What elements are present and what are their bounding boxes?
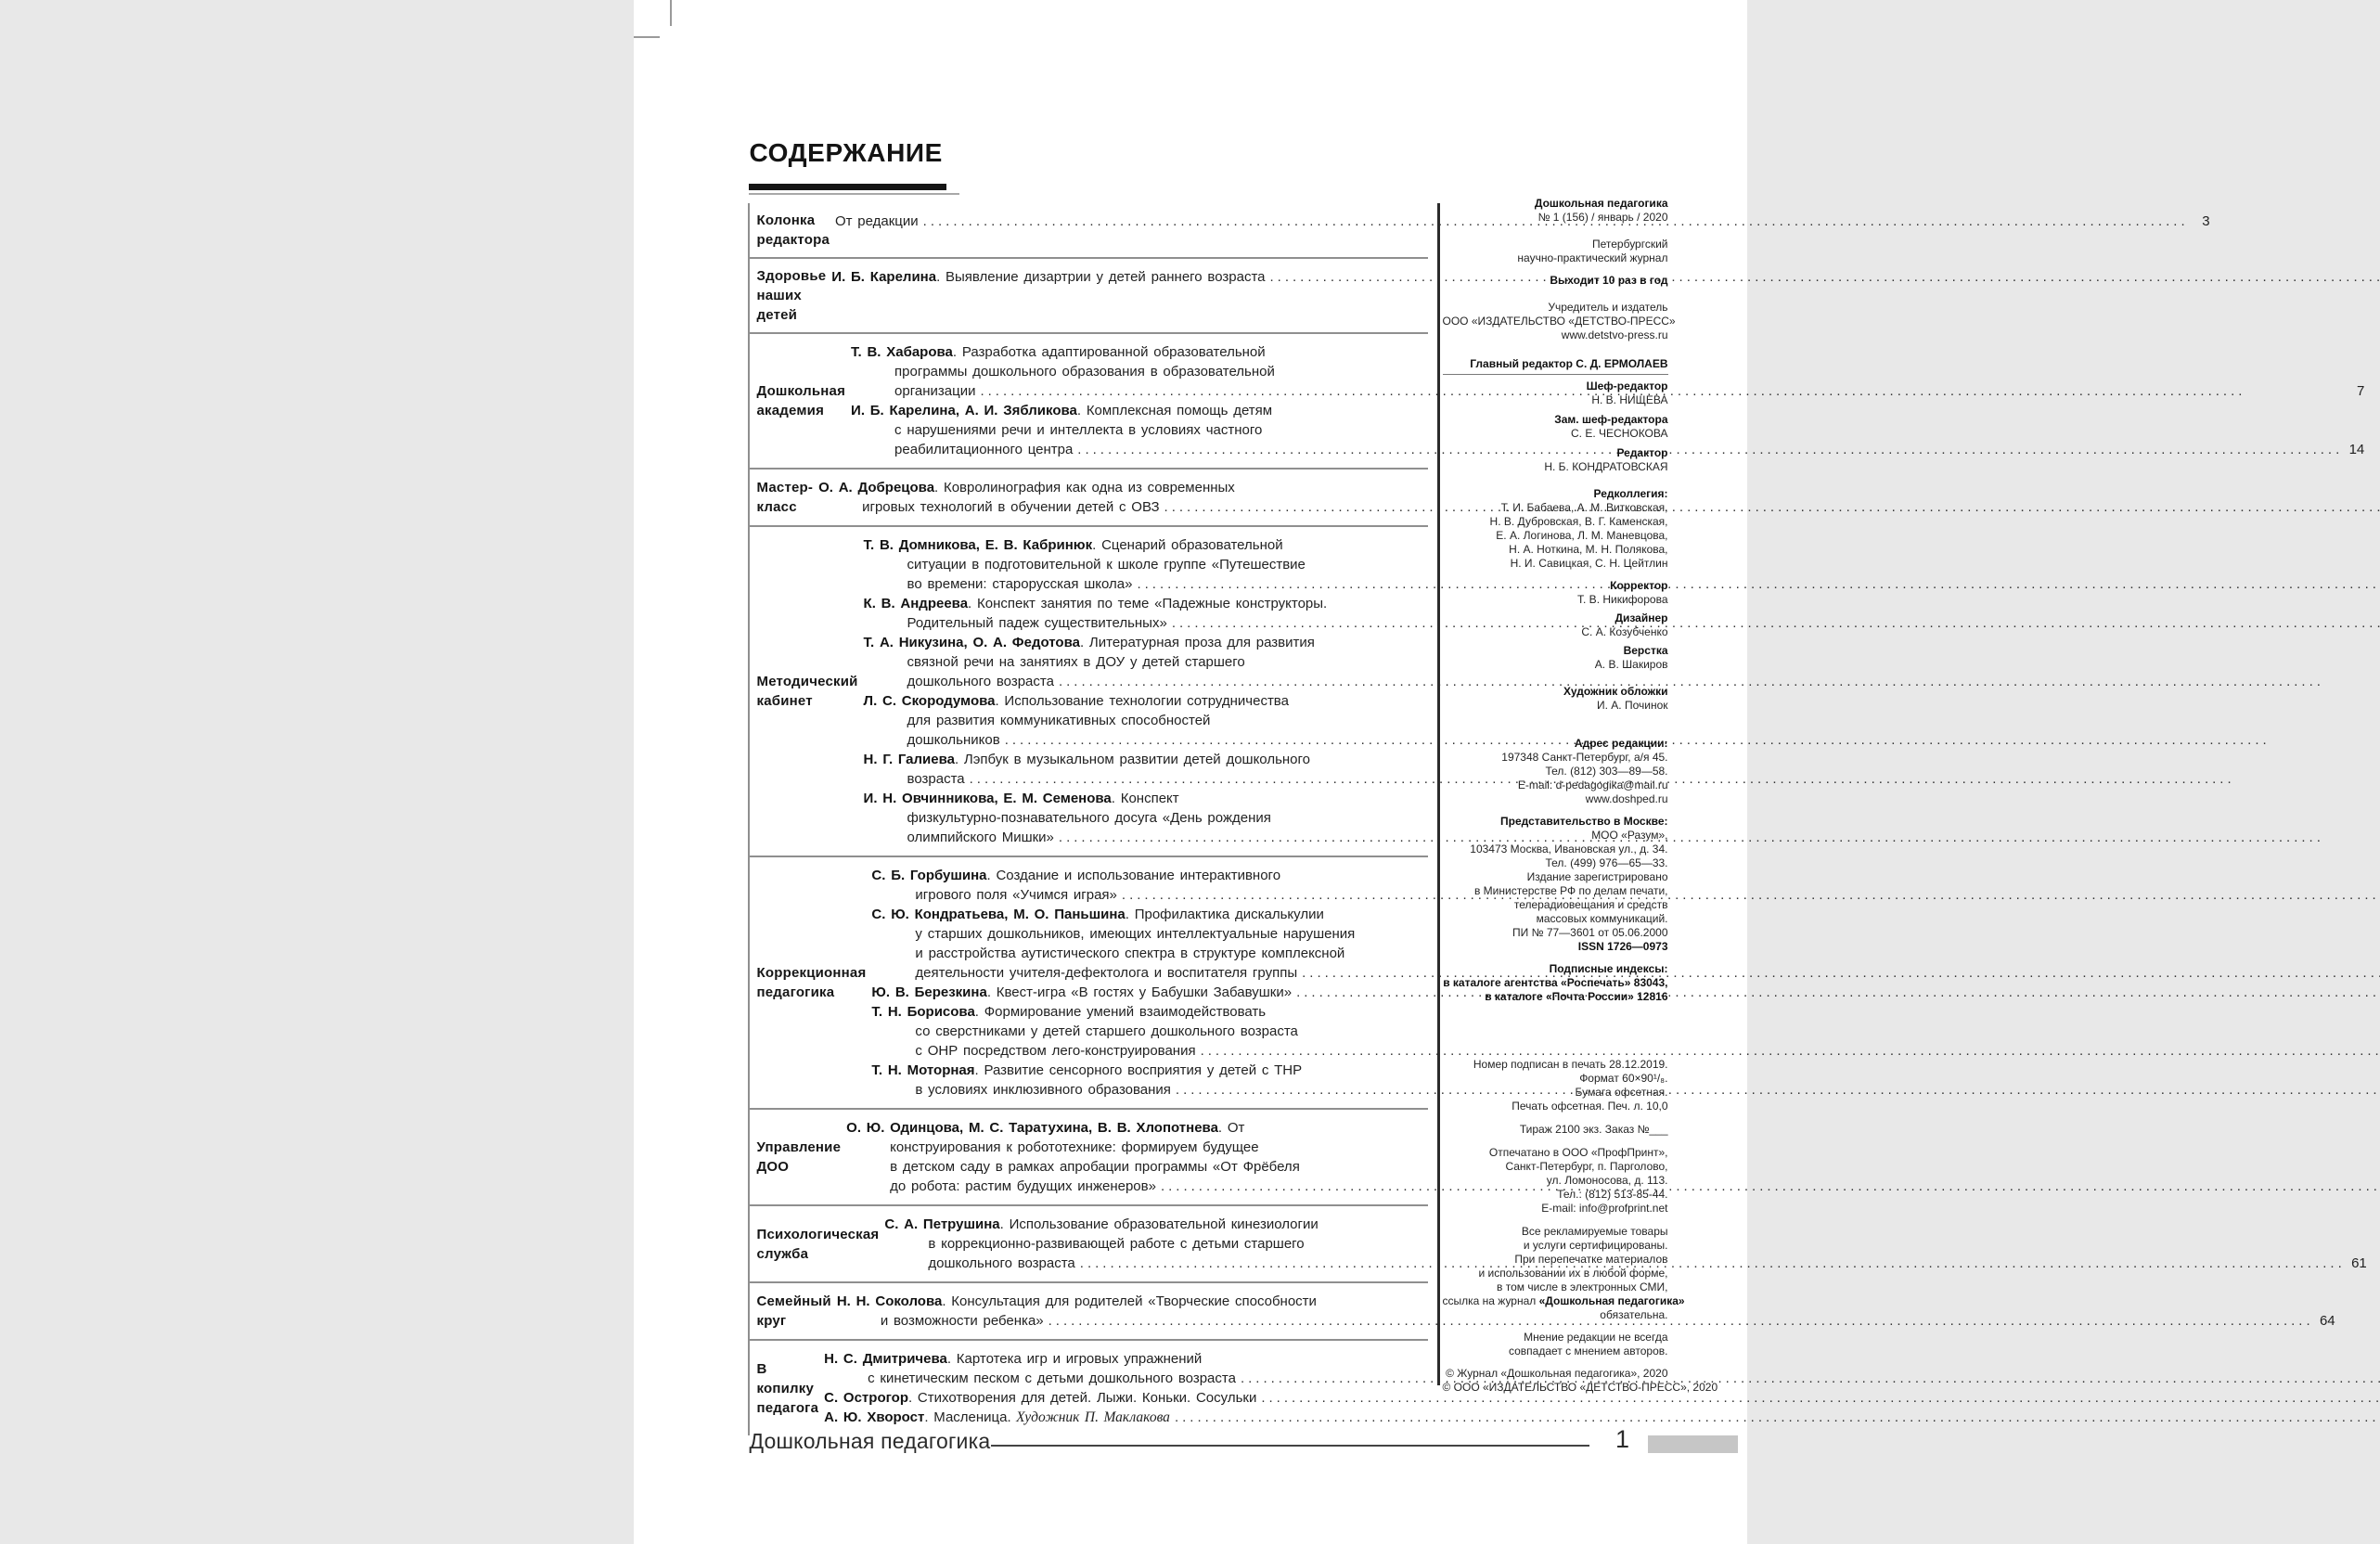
leader-dots (1176, 1080, 2380, 1100)
toc-section (750, 1110, 1428, 1206)
sidebar-line (1443, 543, 1668, 557)
sidebar-block (1443, 815, 1668, 954)
sidebar-line (1443, 1072, 1668, 1086)
entry-text: Родительный падеж существительных» (907, 615, 1167, 631)
entry-text: Т. В. Хабарова. Разработка адаптированной образовательной (851, 344, 1266, 360)
entry-text: возраста (907, 771, 965, 787)
sidebar-text: Редколлегия: (1593, 487, 1668, 500)
sidebar-line (1443, 427, 1668, 441)
section-label-line: Коррекционная (756, 965, 867, 981)
leader-dots (1077, 440, 2343, 459)
section-label-line: Дошкольная (756, 383, 846, 399)
sidebar-text: Художник обложки (1563, 685, 1668, 698)
toc-entry-line (824, 1408, 2380, 1427)
entry-text: программы дошкольного образования в образовательной (894, 364, 1275, 380)
sidebar-line (1443, 593, 1668, 607)
sidebar-block (1443, 1123, 1668, 1137)
sidebar-text: массовых коммуникаций. (1536, 912, 1668, 925)
leader-dots (1137, 574, 2380, 594)
leader-dots (1201, 1041, 2380, 1061)
leader-dots (1261, 1388, 2380, 1408)
section-label (750, 857, 872, 1108)
toc-section (750, 259, 1428, 334)
entry-text: для развития коммуникативных способностей (907, 713, 1211, 728)
sidebar-line (1443, 1188, 1668, 1202)
footer-journal-title: Дошкольная педагогика (749, 1429, 991, 1453)
sidebar-line (1443, 1086, 1668, 1100)
sidebar-text: Корректор (1610, 579, 1668, 592)
sidebar-block (1443, 737, 1668, 806)
entry-author: Н. Г. Галиева (863, 752, 955, 767)
sidebar-line (1443, 251, 1668, 265)
sidebar-line (1443, 962, 1668, 976)
sidebar-text: Зам. шеф-редактора (1554, 413, 1668, 426)
section-label (750, 470, 819, 525)
entry-page-number: 64 (2319, 1313, 2335, 1329)
entry-page-number: 3 (2202, 213, 2210, 229)
sidebar-line (1443, 487, 1668, 501)
section-label (750, 203, 835, 257)
sidebar-block (1443, 446, 1668, 474)
sidebar-line (1443, 1225, 1668, 1239)
entry-text: С. Б. Горбушина. Создание и использование интерактивного (871, 868, 1281, 883)
crop-mark-top (670, 0, 672, 26)
entry-author: Т. А. Никузина, О. А. Федотова (863, 635, 1080, 650)
sidebar-text: 197348 Санкт-Петербург, а/я 45. (1501, 751, 1668, 764)
sidebar-text: Формат 60×90¹/₈. (1579, 1072, 1668, 1085)
sidebar-text: МОО «Разум», (1591, 829, 1668, 842)
sidebar-text: Санкт-Петербург, п. Парголово, (1505, 1160, 1668, 1173)
entry-text: связной речи на занятиях в ДОУ у детей старшего (907, 654, 1245, 670)
sidebar-line (1443, 778, 1668, 792)
sidebar-text: в каталоге агентства «Роспечать» 83043, (1443, 976, 1668, 989)
sidebar-text: С. Е. ЧЕСНОКОВА (1571, 427, 1668, 440)
sidebar-line (1443, 328, 1668, 342)
sidebar-text: ООО «ИЗДАТЕЛЬСТВО «ДЕТСТВО-ПРЕСС» (1442, 315, 1676, 328)
sidebar-text: Выходит 10 раз в год (1550, 274, 1668, 287)
section-label (750, 1341, 825, 1435)
sidebar-line (1443, 898, 1668, 912)
toc-section (750, 470, 1428, 527)
sidebar-line (1443, 1058, 1668, 1072)
sidebar-text: ПИ № 77—3601 от 05.06.2000 (1512, 926, 1668, 939)
sidebar-line (1443, 1367, 1668, 1381)
leader-dots (1175, 1408, 2380, 1427)
sidebar-text: «Дошкольная педагогика» (1538, 1294, 1685, 1307)
sidebar-block (1443, 579, 1668, 607)
entry-text: От редакции (834, 213, 919, 229)
entry-text: деятельности учителя-дефектолога и воспитателя группы (915, 965, 1298, 981)
sidebar-line (1443, 856, 1668, 870)
sidebar-line (1443, 274, 1668, 288)
entry-text: в детском саду в рамках апробации программы «От Фрёбеля (890, 1159, 1300, 1175)
footer-rule (991, 1445, 1589, 1447)
sidebar-text: www.doshped.ru (1585, 792, 1668, 805)
entry-author: И. Н. Овчинникова, Е. М. Семенова (863, 791, 1112, 806)
section-label (750, 1283, 837, 1339)
section-label-line: Психологическая (756, 1226, 880, 1242)
entry-text: А. Ю. Хворост. Масленица. Художник П. Маклакова (824, 1409, 1170, 1425)
leader-dots (1164, 497, 2380, 517)
sidebar-line (1443, 515, 1668, 529)
sidebar-text: Редактор (1616, 446, 1668, 459)
entry-text: со сверстниками у детей старшего дошкольного возраста (915, 1023, 1298, 1039)
sidebar-block (1443, 962, 1668, 1004)
sidebar-line (1443, 1345, 1668, 1358)
sidebar-text: Шеф-редактор (1586, 380, 1668, 392)
sidebar-text: Дошкольная педагогика (1534, 197, 1668, 210)
sidebar-block (1443, 380, 1668, 407)
sidebar-text: и услуги сертифицированы. (1523, 1239, 1668, 1252)
entry-text: во времени: старорусская школа» (907, 576, 1133, 592)
sidebar-line (1443, 940, 1668, 954)
sidebar-text: Мнение редакции не всегда (1524, 1331, 1668, 1344)
sidebar-line (1443, 611, 1668, 625)
sidebar-text: Тел. (499) 976—65—33. (1545, 856, 1668, 869)
sidebar-text: Отпечатано в ООО «ПрофПринт», (1488, 1146, 1668, 1159)
entry-author: Ю. В. Березкина (871, 984, 987, 1000)
entry-text: О. Ю. Одинцова, М. С. Таратухина, В. В. Хлопотнева. От (846, 1120, 1245, 1136)
sidebar-line (1443, 1308, 1668, 1322)
sidebar-line (1443, 976, 1668, 990)
sidebar-line (1443, 501, 1668, 515)
sidebar-line (1443, 1100, 1668, 1113)
leader-dots (1241, 1369, 2380, 1388)
sidebar-line (1443, 792, 1668, 806)
sidebar-line (1443, 926, 1668, 940)
sidebar-line (1443, 685, 1668, 699)
leader-dots (970, 769, 2380, 789)
section-label-line: Семейный круг (756, 1293, 831, 1329)
sidebar-text: № 1 (156) / январь / 2020 (1537, 211, 1668, 224)
entry-text: Т. Н. Борисова. Формирование умений взаимодействовать (871, 1004, 1267, 1020)
toc-section (750, 857, 1428, 1110)
section-label-line: академия (756, 403, 825, 418)
sidebar-text: обязательна. (1600, 1308, 1668, 1321)
entry-text: с кинетическим песком с детьми дошкольного возраста (868, 1370, 1236, 1386)
sidebar-line (1443, 238, 1668, 251)
sidebar-block (1443, 1146, 1668, 1216)
sidebar-text: ISSN 1726—0973 (1577, 940, 1668, 953)
sidebar-block (1442, 301, 1676, 342)
sidebar-line (1443, 912, 1668, 926)
entry-text: Н. С. Дмитричева. Картотека игр и игровых упражнений (824, 1351, 1203, 1367)
section-label-line: Методический (756, 674, 858, 689)
section-label-line: Колонка редактора (756, 212, 830, 248)
sidebar-line (1443, 579, 1668, 593)
entry-text: И. Н. Овчинникова, Е. М. Семенова. Конспект (863, 791, 1179, 806)
sidebar-line (1443, 197, 1668, 211)
entry-author: С. А. Петрушина (884, 1216, 1000, 1232)
entry-text: О. А. Добрецова. Ковролинография как одна из современных (818, 480, 1235, 495)
sidebar-line (1443, 625, 1668, 639)
leader-dots (1161, 1177, 2380, 1196)
sidebar-text: Н. В. Дубровская, В. Г. Каменская, (1489, 515, 1668, 528)
entry-text: К. В. Андреева. Конспект занятия по теме «Падежные конструкторы. (863, 596, 1328, 611)
sidebar-line (1443, 211, 1668, 225)
sidebar-block (1443, 1058, 1668, 1113)
sidebar-line (1443, 829, 1668, 843)
sidebar-text: Т. В. Никифорова (1577, 593, 1668, 606)
leader-dots (1080, 1254, 2346, 1273)
sidebar-text: При перепечатке материалов (1514, 1253, 1668, 1266)
sidebar-block (1443, 644, 1668, 672)
entry-page-number: 14 (2348, 442, 2365, 457)
entry-text: игрового поля «Учимся играя» (915, 887, 1117, 903)
journal-toc-page (634, 0, 2367, 1544)
sidebar-text: в каталоге «Почта России» 12816 (1485, 990, 1668, 1003)
title-rule-thick (749, 184, 946, 190)
entry-author: Н. С. Дмитричева (824, 1351, 947, 1367)
sidebar-line (1443, 765, 1668, 778)
sidebar-line (1443, 1253, 1668, 1267)
section-label-line: Управление ДОО (756, 1139, 842, 1175)
entry-text: Т. В. Домникова, Е. В. Кабринюк. Сценарий образовательной (863, 537, 1283, 553)
section-label-line: детей (756, 307, 798, 323)
sidebar-text: и использовании их в любой форме, (1478, 1267, 1668, 1280)
section-label-line: Мастер-класс (756, 480, 814, 515)
entry-text: дошкольников (907, 732, 1000, 748)
sidebar-block (1443, 197, 1668, 225)
entry-author: С. Острогор (824, 1390, 908, 1406)
entry-text: дошкольного возраста (928, 1255, 1075, 1271)
sidebar-line (1443, 446, 1668, 460)
crop-mark-left (634, 36, 660, 38)
toc-section (750, 527, 1428, 857)
sidebar-block (1443, 611, 1668, 639)
sidebar-text: Адрес редакции: (1574, 737, 1668, 750)
entry-text: до робота: растим будущих инженеров» (890, 1178, 1156, 1194)
sidebar-line (1443, 380, 1668, 393)
sidebar-line (1443, 357, 1668, 371)
page-title: СОДЕРЖАНИЕ (749, 138, 943, 167)
entry-page-number: 61 (2351, 1255, 2367, 1271)
entry-author: О. Ю. Одинцова, М. С. Таратухина, В. В. Хлопотнева (846, 1120, 1218, 1136)
sidebar-text: © ООО «ИЗДАТЕЛЬСТВО «ДЕТСТВО-ПРЕСС», 2020 (1442, 1381, 1718, 1394)
sidebar-line (1443, 815, 1668, 829)
section-label-line: Здоровье наших (756, 268, 827, 303)
sidebar-text: Т. И. Бабаева, А. М. Витковская, (1500, 501, 1668, 514)
section-label-line: В копилку педагога (756, 1360, 819, 1416)
sidebar-text: Печать офсетная. Печ. л. 10,0 (1512, 1100, 1668, 1113)
footer-page-marker (1648, 1435, 1738, 1453)
section-label-line: служба (756, 1245, 809, 1262)
entry-text: в условиях инклюзивного образования (915, 1082, 1171, 1098)
sidebar-line (1443, 557, 1668, 571)
sidebar-text: Тел.: (812) 513-85-44. (1557, 1188, 1668, 1201)
sidebar-block (1443, 357, 1668, 375)
entry-author: С. Б. Горбушина (871, 868, 987, 883)
sidebar-text: Тел. (812) 303—89—58. (1545, 765, 1668, 778)
entry-text: ситуации в подготовительной к школе группе «Путешествие (907, 557, 1306, 573)
entry-artist-credit: Художник П. Маклакова (1010, 1409, 1170, 1425)
leader-dots (1059, 672, 2380, 691)
sidebar-text: Н. И. Савицкая, С. Н. Цейтлин (1510, 557, 1668, 570)
entry-text: Л. С. Скородумова. Использование технологии сотрудничества (863, 693, 1289, 709)
sidebar-block (1443, 274, 1668, 288)
sidebar-text: Номер подписан в печать 28.12.2019. (1473, 1058, 1668, 1071)
sidebar-line (1443, 1280, 1668, 1294)
sidebar-line (1443, 644, 1668, 658)
sidebar-line (1443, 393, 1668, 407)
entry-text: с ОНР посредством лего-конструирования (915, 1043, 1196, 1059)
sidebar-line (1443, 301, 1668, 315)
entry-text: С. А. Петрушина. Использование образовательной кинезиологии (884, 1216, 1319, 1232)
section-label (750, 334, 852, 468)
entry-text: в коррекционно-развивающей работе с детьми старшего (928, 1236, 1305, 1252)
section-label (750, 527, 864, 856)
sidebar-line (1443, 751, 1668, 765)
section-label (750, 1110, 847, 1204)
sidebar-line (1443, 1331, 1668, 1345)
sidebar-block (1443, 685, 1668, 713)
sidebar-text: Подписные индексы: (1549, 962, 1668, 975)
entry-text: реабилитационного центра (894, 442, 1074, 457)
sidebar-line (1442, 315, 1676, 328)
entry-author: А. Ю. Хворост (824, 1409, 925, 1425)
sidebar-text: © Журнал «Дошкольная педагогика», 2020 (1446, 1367, 1668, 1380)
sidebar-text: И. А. Починок (1596, 699, 1668, 712)
leader-dots (1122, 885, 2380, 905)
sidebar-text: ссылка на журнал (1442, 1294, 1539, 1307)
sidebar-line (1443, 884, 1668, 898)
entry-text: олимпийского Мишки» (907, 830, 1054, 845)
sidebar-text: совпадает с мнением авторов. (1509, 1345, 1668, 1357)
sidebar-text: Н. Б. КОНДРАТОВСКАЯ (1544, 460, 1668, 473)
section-label (750, 1206, 885, 1281)
leader-dots (1005, 730, 2380, 750)
sidebar-text: E-mail: d-pedagogika@mail.ru (1517, 778, 1668, 791)
sidebar-text: Н. В. НИЩЕВА (1591, 393, 1668, 406)
sidebar-line (1443, 1174, 1668, 1188)
sidebar-text: Главный редактор С. Д. ЕРМОЛАЕВ (1470, 357, 1668, 370)
title-rule-thin (749, 193, 959, 195)
entry-author: И. Б. Карелина, А. И. Зябликова (851, 403, 1077, 418)
entry-text: Н. Г. Галиева. Лэпбук в музыкальном развитии детей дошкольного (863, 752, 1310, 767)
sidebar-text: Представительство в Москве: (1500, 815, 1668, 828)
entry-text: и возможности ребенка» (880, 1313, 1044, 1329)
sidebar-text: Бумага офсетная. (1575, 1086, 1668, 1099)
entry-text: И. Б. Карелина. Выявление дизартрии у детей раннего возраста (831, 269, 1266, 285)
leader-dots (1048, 1311, 2314, 1331)
sidebar-line (1443, 1267, 1668, 1280)
section-label-line: кабинет (756, 693, 813, 709)
sidebar-line (1443, 1146, 1668, 1160)
entry-text: организации (894, 383, 976, 399)
sidebar-rule (1443, 374, 1668, 375)
entry-author: Н. Н. Соколова (836, 1293, 943, 1309)
entry-text: у старших дошкольников, имеющих интеллектуальные нарушения (915, 926, 1356, 942)
entry-author: Т. В. Хабарова (851, 344, 953, 360)
sidebar-text: ул. Ломоносова, д. 113. (1546, 1174, 1668, 1187)
sidebar-text: E-mail: info@profprint.net (1541, 1202, 1668, 1215)
section-label (750, 259, 832, 332)
entry-text: дошкольного возраста (907, 674, 1054, 689)
sidebar-text: Верстка (1623, 644, 1668, 657)
leader-dots (1172, 613, 2380, 633)
sidebar-line (1443, 737, 1668, 751)
entry-text: игровых технологий в обучении детей с ОВЗ (862, 499, 1160, 515)
sidebar-line (1443, 1239, 1668, 1253)
sidebar-line (1443, 843, 1668, 856)
sidebar-line (1442, 1294, 1685, 1308)
entry-text: с нарушениями речи и интеллекта в условиях частного (894, 422, 1263, 438)
entry-author: О. А. Добрецова (818, 480, 935, 495)
sidebar-divider (1437, 203, 1440, 1385)
entry-text: Ю. В. Березкина. Квест-игра «В гостях у Бабушки Забавушки» (871, 984, 1293, 1000)
entry-author: С. Ю. Кондратьева, М. О. Паньшина (871, 907, 1126, 922)
entry-author: К. В. Андреева (863, 596, 969, 611)
sidebar-line (1443, 658, 1668, 672)
sidebar-text: Учредитель и издатель (1548, 301, 1668, 314)
sidebar-text: Все рекламируемые товары (1521, 1225, 1668, 1238)
section-label-line: педагогика (756, 984, 835, 1000)
entry-text: Т. Н. Моторная. Развитие сенсорного восприятия у детей с ТНР (871, 1062, 1303, 1078)
sidebar-text: в Министерстве РФ по делам печати, (1473, 884, 1668, 897)
sidebar-text: С. А. Козубченко (1581, 625, 1668, 638)
entry-text: конструирования к робототехнике: формируем будущее (890, 1139, 1259, 1155)
sidebar-line (1443, 870, 1668, 884)
entry-author: Т. Н. Борисова (871, 1004, 975, 1020)
sidebar-text: в том числе в электронных СМИ, (1497, 1280, 1668, 1293)
sidebar-line (1443, 1202, 1668, 1216)
sidebar-line (1443, 529, 1668, 543)
entry-text: Т. А. Никузина, О. А. Федотова. Литературная проза для развития (863, 635, 1315, 650)
entry-text: И. Б. Карелина, А. И. Зябликова. Комплексная помощь детям (851, 403, 1273, 418)
sidebar-line (1442, 1381, 1718, 1395)
sidebar-content (1442, 197, 1718, 1395)
sidebar-block (1442, 1367, 1718, 1395)
entry-text: физкультурно-познавательного досуга «День рождения (907, 810, 1271, 826)
sidebar-block (1442, 1225, 1685, 1322)
entry-text: С. Острогор. Стихотворения для детей. Лыжи. Коньки. Сосульки (824, 1390, 1257, 1406)
sidebar-line (1443, 699, 1668, 713)
sidebar-text: научно-практический журнал (1517, 251, 1668, 264)
entry-author: Т. В. Домникова, Е. В. Кабринюк (863, 537, 1093, 553)
sidebar-block (1443, 413, 1668, 441)
footer-page-number: 1 (1615, 1425, 1630, 1453)
sidebar-text: Н. А. Ноткина, М. Н. Полякова, (1509, 543, 1668, 556)
sidebar-text: Петербургский (1591, 238, 1668, 251)
entry-author: Т. Н. Моторная (871, 1062, 975, 1078)
sidebar-text: А. В. Шакиров (1594, 658, 1668, 671)
entry-author: И. Б. Карелина (831, 269, 937, 285)
sidebar-line (1443, 990, 1668, 1004)
sidebar-block (1443, 487, 1668, 571)
sidebar-text: Издание зарегистрировано (1526, 870, 1668, 883)
sidebar-text: телерадиовещания и средств (1513, 898, 1668, 911)
sidebar-text: Е. А. Логинова, Л. М. Маневцова, (1496, 529, 1668, 542)
sidebar-text: 103473 Москва, Ивановская ул., д. 34. (1470, 843, 1668, 856)
sidebar-line (1443, 1160, 1668, 1174)
sidebar-line (1443, 413, 1668, 427)
sidebar-block (1443, 238, 1668, 265)
sidebar-block (1443, 1331, 1668, 1358)
entry-text: и расстройства аутистического спектра в структуре комплексной (915, 946, 1345, 961)
entry-text: Н. Н. Соколова. Консультация для родителей «Творческие способности (836, 1293, 1317, 1309)
sidebar-text: www.detstvo-press.ru (1561, 328, 1668, 341)
sidebar-text: Дизайнер (1615, 611, 1668, 624)
entry-author: Л. С. Скородумова (863, 693, 996, 709)
sidebar-line (1443, 460, 1668, 474)
sidebar-line (1443, 1123, 1668, 1137)
entry-text: С. Ю. Кондратьева, М. О. Паньшина. Профилактика дискалькулии (871, 907, 1324, 922)
leader-dots (1059, 828, 2380, 847)
sidebar-text: Тираж 2100 экз. Заказ №___ (1519, 1123, 1668, 1136)
toc-section (750, 1341, 1428, 1435)
entry-page-number: 7 (2356, 383, 2365, 399)
